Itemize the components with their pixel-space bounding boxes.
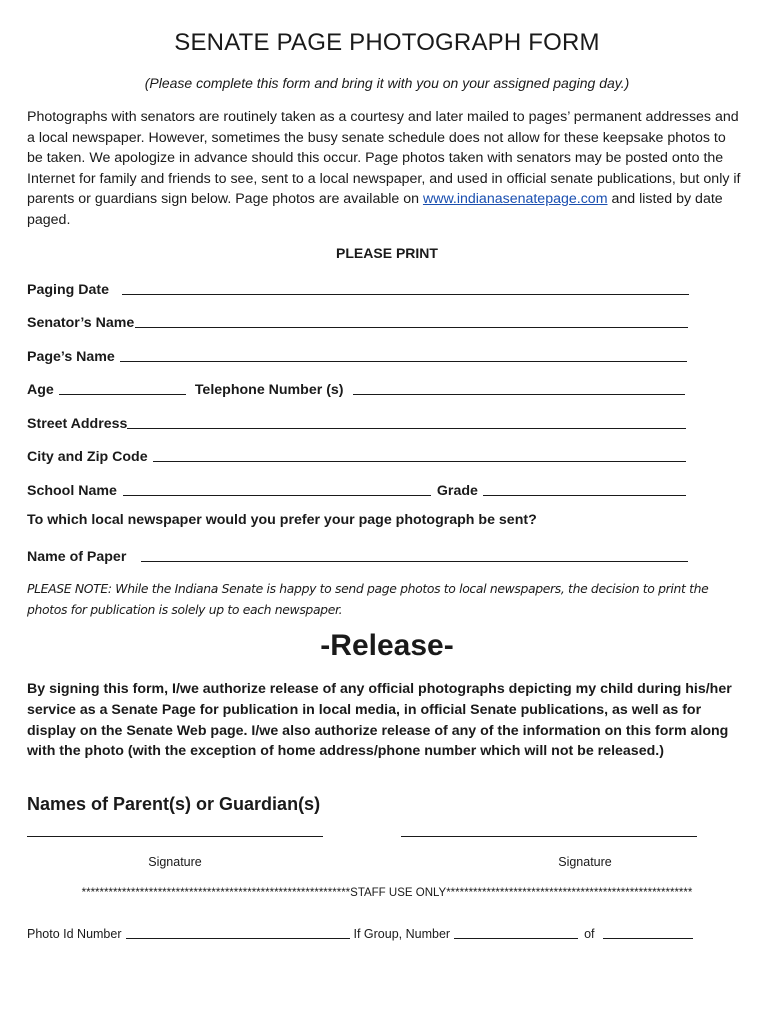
group-total-field[interactable]: [603, 926, 693, 939]
grade-label: Grade: [436, 483, 478, 499]
school-name-label: School Name: [27, 483, 117, 499]
name-of-paper-row: [27, 545, 688, 565]
of-label: of: [584, 927, 595, 941]
senators-name-row: [27, 311, 688, 331]
intro-text: Photographs with senators are routinely taken as a courtesy and later mailed to pages’ permanent addresses and a local newspaper. However, sometimes the busy senate schedule does not allow for these keepsake photos to be taken. We apologize in advance should this occur. Page photos taken with senators may be posted onto the Internet for family and friends to see, sent to a local newspaper, and used in official senate publications, but only if parents or guardians sign below. Page photos are available on: [27, 109, 741, 208]
signature-label-1: Signature: [148, 855, 202, 869]
newspaper-question: To which local newspaper would you prefer your page photograph be sent?: [27, 512, 537, 528]
pages-name-field[interactable]: [120, 347, 687, 362]
paging-date-row: [27, 278, 689, 298]
street-address-label: Street Address: [27, 416, 128, 432]
age-label: Age: [27, 382, 54, 398]
intro-text-end: and listed by date paged.: [27, 191, 723, 228]
city-zip-field[interactable]: [153, 447, 686, 462]
paging-date-label: Paging Date: [27, 282, 109, 298]
telephone-label: Telephone Number (s): [194, 382, 344, 398]
city-zip-row: [27, 445, 686, 465]
school-name-field[interactable]: [123, 481, 431, 496]
photo-id-field[interactable]: [126, 926, 350, 939]
telephone-field[interactable]: [353, 380, 685, 395]
please-note-text: PLEASE NOTE: While the Indiana Senate is happy to send page photos to local newspapers, the decision to print the photos for publication is solely up to each newspaper.: [27, 581, 709, 617]
signature-line-1[interactable]: [27, 836, 323, 837]
intro-paragraph: [27, 107, 745, 231]
age-telephone-row: [27, 378, 685, 398]
photo-id-label: Photo Id Number: [27, 927, 122, 941]
form-title: SENATE PAGE PHOTOGRAPH FORM: [174, 29, 600, 56]
photo-id-row: [27, 923, 693, 941]
senators-name-field[interactable]: [135, 313, 688, 328]
please-print-heading: PLEASE PRINT: [336, 245, 438, 261]
school-grade-row: [27, 479, 686, 499]
staff-use-divider: ************************************************************STAFF USE ONLY*******************************************************: [81, 887, 693, 899]
signature-line-2[interactable]: [401, 836, 697, 837]
senators-name-label: Senator’s Name: [27, 315, 135, 331]
age-field[interactable]: [59, 380, 186, 395]
grade-field[interactable]: [483, 481, 686, 496]
city-zip-label: City and Zip Code: [27, 449, 148, 465]
street-address-field[interactable]: [127, 414, 686, 429]
pages-name-label: Page’s Name: [27, 349, 115, 365]
guardians-heading: Names of Parent(s) or Guardian(s): [27, 794, 321, 814]
name-of-paper-label: Name of Paper: [27, 549, 127, 565]
name-of-paper-field[interactable]: [141, 547, 688, 562]
if-group-label: If Group, Number: [353, 927, 451, 941]
release-paragraph: By signing this form, I/we authorize release of any official photographs depicting my child during his/her service as a Senate Page for publication in local media, in official Senate publications, as well as for display on the Senate Web page. I/we also authorize release of any of the information on this form along with the photo (with the exception of home address/phone number which will not be released.): [27, 681, 732, 760]
street-address-row: [27, 412, 686, 432]
paging-date-field[interactable]: [122, 280, 689, 295]
form-subtitle: (Please complete this form and bring it with you on your assigned paging day.): [144, 75, 630, 91]
website-link[interactable]: www.indianasenatepage.com: [422, 191, 608, 208]
group-number-field[interactable]: [454, 926, 578, 939]
pages-name-row: [27, 345, 687, 365]
signature-label-2: Signature: [558, 855, 612, 869]
release-heading: -Release-: [320, 629, 454, 662]
